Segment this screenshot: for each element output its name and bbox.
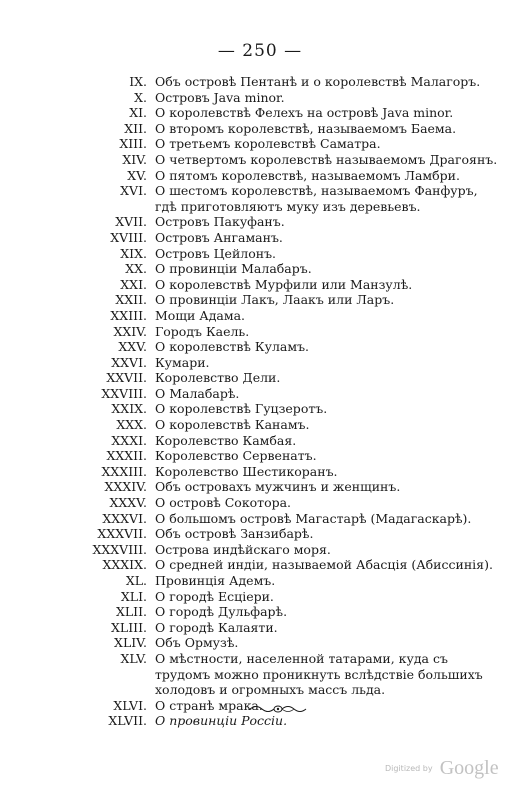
chapter-number: XXV. bbox=[118, 339, 147, 355]
toc-entry bbox=[0, 464, 520, 480]
page-number: — 250 — bbox=[217, 41, 303, 61]
toc-entry bbox=[0, 152, 520, 168]
chapter-number: XXVIII. bbox=[101, 385, 147, 401]
chapter-number: XXVII. bbox=[106, 370, 147, 386]
chapter-number: XXIX. bbox=[111, 401, 147, 417]
toc-entry bbox=[0, 651, 520, 698]
chapter-title: О странѣ мрака. bbox=[155, 697, 263, 713]
chapter-number: XXII. bbox=[115, 292, 147, 308]
chapter-number: XXX. bbox=[116, 417, 147, 433]
chapter-number: XLI. bbox=[120, 588, 147, 604]
chapter-number: XXI. bbox=[120, 276, 147, 292]
chapter-number: XXXIII. bbox=[101, 463, 147, 479]
chapter-number: XV. bbox=[127, 167, 147, 183]
chapter-number: XLV. bbox=[120, 650, 147, 666]
chapter-number: XXIII. bbox=[110, 307, 147, 323]
chapter-title: О королевствѣ Куламъ. bbox=[155, 339, 309, 355]
chapter-number: IX. bbox=[129, 74, 147, 89]
chapter-title: Островъ Пакуфанъ. bbox=[155, 214, 285, 230]
chapter-title: Объ островахъ мужчинъ и женщинъ. bbox=[155, 479, 401, 495]
chapter-title: Королевство Шестикоранъ. bbox=[155, 463, 338, 479]
toc-entry bbox=[0, 339, 520, 355]
chapter-number: XXXV. bbox=[109, 495, 147, 511]
chapter-title: Королевство Сервенатъ. bbox=[155, 448, 317, 464]
chapter-number: XLVI. bbox=[113, 697, 147, 713]
chapter-number: XLIV. bbox=[114, 635, 147, 651]
toc-entry bbox=[0, 292, 520, 308]
chapter-title: О королевствѣ Канамъ. bbox=[155, 417, 310, 433]
chapter-title: О большомъ островѣ Магастарѣ (Мадагаскарѣ). bbox=[155, 510, 472, 526]
chapter-title: О городѣ Есціери. bbox=[155, 588, 274, 604]
chapter-title: Острова индѣйскаго моря. bbox=[155, 541, 331, 557]
toc-entry bbox=[0, 168, 520, 184]
toc-entry bbox=[0, 604, 520, 620]
toc-entry bbox=[0, 401, 520, 417]
chapter-title: Островъ Ангаманъ. bbox=[155, 229, 283, 245]
toc-entry bbox=[0, 511, 520, 527]
toc-entry bbox=[0, 573, 520, 589]
toc-entry bbox=[0, 121, 520, 137]
chapter-number: XLII. bbox=[115, 604, 147, 620]
chapter-title: Объ островѣ Пентанѣ и о королевствѣ Малагоръ. bbox=[155, 74, 481, 89]
chapter-number: XXVI. bbox=[111, 354, 147, 370]
toc-entry bbox=[0, 105, 520, 121]
table-of-contents bbox=[0, 74, 520, 729]
toc-entry bbox=[0, 526, 520, 542]
chapter-title: О четвертомъ королевствѣ называемомъ Драгоянъ. bbox=[155, 151, 498, 167]
chapter-title: Провинція Адемъ. bbox=[155, 573, 276, 588]
ornament-divider bbox=[248, 702, 308, 716]
toc-entry bbox=[0, 386, 520, 402]
toc-entry bbox=[0, 355, 520, 371]
chapter-title: Островъ Java minor. bbox=[155, 89, 285, 105]
toc-entry bbox=[0, 90, 520, 106]
chapter-title: О провинціи Лакъ, Лаакъ или Ларъ. bbox=[155, 292, 395, 308]
chapter-title: Мощи Адама. bbox=[155, 307, 246, 323]
toc-entry bbox=[0, 277, 520, 293]
toc-entry bbox=[0, 495, 520, 511]
chapter-title: О провинціи Малабаръ. bbox=[155, 261, 312, 277]
chapter-number: XIII. bbox=[119, 136, 147, 152]
chapter-title: О пятомъ королевствѣ, называемомъ Ламбри. bbox=[155, 167, 460, 183]
chapter-number: XX. bbox=[125, 261, 147, 277]
chapter-number: XVI. bbox=[120, 183, 147, 199]
toc-entry bbox=[0, 589, 520, 605]
chapter-number: XVII. bbox=[115, 214, 147, 230]
toc-entry bbox=[0, 74, 520, 90]
chapter-number: XLIII. bbox=[111, 619, 147, 635]
chapter-title: Объ островѣ Занзибарѣ. bbox=[155, 526, 314, 542]
chapter-title: О средней индіи, называемой Абасція (Абиссинія). bbox=[155, 557, 493, 573]
toc-entry bbox=[0, 246, 520, 262]
google-logo: Google bbox=[439, 757, 499, 779]
chapter-title: Кумари. bbox=[155, 354, 210, 370]
chapter-number: XXIV. bbox=[113, 323, 147, 339]
chapter-title: О королевствѣ Фелехъ на островѣ Java minor. bbox=[155, 105, 454, 121]
chapter-number: XXXVIII. bbox=[92, 541, 147, 557]
digitized-by-google-watermark bbox=[385, 757, 499, 780]
chapter-title: О второмъ королевствѣ, называемомъ Баема. bbox=[155, 120, 457, 136]
chapter-number: XXXVI. bbox=[102, 510, 147, 526]
chapter-title: О третьемъ королевствѣ Саматра. bbox=[155, 136, 381, 152]
toc-entry bbox=[0, 261, 520, 277]
toc-entry bbox=[0, 433, 520, 449]
chapter-title: Объ Ормузѣ. bbox=[155, 635, 239, 651]
chapter-number: XXXI. bbox=[111, 432, 147, 448]
toc-entry bbox=[0, 635, 520, 651]
chapter-title: О королевствѣ Гуцзеротъ. bbox=[155, 401, 328, 417]
chapter-number: XXXII. bbox=[106, 448, 147, 464]
toc-entry bbox=[0, 183, 520, 214]
toc-entry bbox=[0, 214, 520, 230]
toc-entry bbox=[0, 479, 520, 495]
chapter-number: XIX. bbox=[120, 245, 147, 261]
toc-entry bbox=[0, 557, 520, 573]
toc-entry bbox=[0, 308, 520, 324]
toc-entry bbox=[0, 370, 520, 386]
chapter-number: XL. bbox=[125, 573, 147, 588]
chapter-title: О провинціи Россіи. bbox=[155, 713, 288, 729]
chapter-number: XXXVII. bbox=[97, 526, 147, 542]
toc-entry bbox=[0, 448, 520, 464]
chapter-number: XVIII. bbox=[110, 229, 147, 245]
chapter-title: Королевство Дели. bbox=[155, 370, 281, 386]
chapter-title: О городѣ Дульфарѣ. bbox=[155, 604, 288, 620]
chapter-title: О Малабарѣ. bbox=[155, 385, 240, 401]
chapter-number: XLVII. bbox=[108, 713, 147, 729]
chapter-title: О шестомъ королевствѣ, называемомъ Фанфуръ, гдѣ приготовляютъ муку изъ деревьевъ. bbox=[155, 183, 478, 214]
chapter-title: Королевство Камбая. bbox=[155, 432, 297, 448]
chapter-number: XII. bbox=[124, 120, 147, 136]
chapter-number: XI. bbox=[129, 105, 147, 121]
toc-entry bbox=[0, 324, 520, 340]
chapter-title: О королевствѣ Мурфили или Манзулѣ. bbox=[155, 276, 413, 292]
chapter-title: О мѣстности, населенной татарами, куда съ трудомъ можно проникнуть вслѣдствіе большихъ холодовъ и огромныхъ массъ льда. bbox=[155, 650, 483, 698]
toc-entry bbox=[0, 230, 520, 246]
toc-entry bbox=[0, 620, 520, 636]
chapter-number: XXXIX. bbox=[102, 557, 147, 573]
toc-entry bbox=[0, 136, 520, 152]
chapter-title: Городъ Каель. bbox=[155, 323, 250, 339]
chapter-number: XIV. bbox=[122, 151, 147, 167]
digitized-label: Digitized by bbox=[385, 764, 433, 773]
chapter-title: О городѣ Калаяти. bbox=[155, 619, 278, 635]
chapter-title: Островъ Цейлонъ. bbox=[155, 245, 277, 261]
chapter-title: О островѣ Сокотора. bbox=[155, 495, 292, 511]
chapter-number: XXXIV. bbox=[104, 479, 147, 495]
toc-entry bbox=[0, 542, 520, 558]
toc-entry bbox=[0, 417, 520, 433]
chapter-number: X. bbox=[134, 89, 147, 105]
